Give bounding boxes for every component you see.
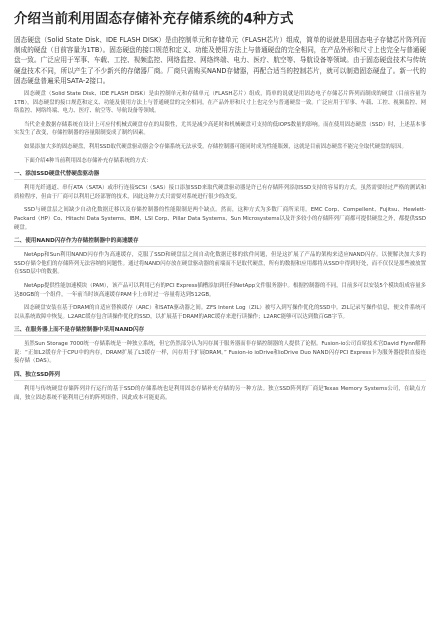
body-paragraph: 固态硬盘安装在基于DRAM的自适应替换缓存（ARC）和SATA驱动器之间。ZFS Intent Log（ZIL）被写入到写操作优化的SSD中。ZIL记录写操作信息，便文件系统可以从系统故障中恢复。L2ARC缓存包含读操作优化的SSD，以扩展基于DRAM的ARC缓存来进行读操作；L2ARC能够可以达到数百GB字节。 bbox=[14, 305, 426, 320]
body-paragraph: 固态硬盘（Solid State Disk、IDE FLASH DISK）是由控制单元和存储单元（FLASH芯片）组成，简单的说就是用固态电子存储芯片阵列而制成的硬盘（目前容量为1TB）。固态硬盘的接口规范和定义、功能及使用方法上与普通硬盘的完全相同，在产品外形和尺寸上也完全与普通硬盘一致。广泛应用于军事、车载、工控、视频监控、网络监控、网络终端、电力、医疗、航空等、导航设备等领域。 bbox=[14, 91, 426, 115]
body-paragraph: 虽然Sun Storage 7000统一存储系统是一种独立系统，但它仍然部分认为闪存属于服务器而非存储控制器的人提供了论据。Fusion-io公司首席技术官David Flynn解释说：“正如L2缓存介于CPU中的内存，DRAM扩展了L3缓存一样，闪存用于扩展DRAM。” Fusion-io ioDrive和ioDrive Duo NAND闪存PCI Express卡为服务器提供直接连接存储（DAS）。 bbox=[14, 341, 426, 365]
body-paragraph: SSD与硬盘层之间缺少自动化数据迁移以及存储控制器的性能限制是两个缺点。然而，这种方式为多数厂商所采用。EMC Corp、Compellent、Fujitsu、Hewlett-Packard（HP）Co、Hitachi Data Systems、IBM、LSI Corp、Pillar Data Systems、Sun Microsystems以及许多较小的存储阵列厂商都可提供硬盘之外，都提供SSD硬盘。 bbox=[14, 207, 426, 231]
body-paragraph: 利用光纤通道、串行ATA（SATA）或串行连接SCSI（SAS）接口添加SSD来取代硬盘驱动器是许已有存储阵列添加SSD支持的容易的方式。虽然需要经过严格的测试和质检程序，但由于厂商可以利用已经部署的技术，因此这种方式只需要对系统进行很少的改变。 bbox=[14, 185, 426, 200]
section-heading: 四、独立SSD阵列 bbox=[14, 371, 426, 381]
body-paragraph: 利用与传统硬盘存储阵列并行运行的基于SSD的存储系统也是利用固态存储补充存储的另一种方法。独立SSD阵列的厂商是Texas Memory Systems公司，在缺点方面，独立固态系统不能利用已有的阵列组件，因此成本可能更高。 bbox=[14, 386, 426, 401]
body-paragraph: 当代企业数据存储系统在设计上可应付机械式硬盘存在的局限性，尤其是减少高延时和机械硬盘可支持的低IOPS数量的影响。而在使用固态硬盘（SSD）时，上述基本事实发生了改变，存储控制器的容量限制变成了制约因素。 bbox=[14, 121, 426, 137]
section-heading: 三、在服务器上而不是存储控制器中采用NAND闪存 bbox=[14, 326, 426, 336]
list-intro-paragraph: 下面介绍4种当前利用固态存储补充存储系统的方式： bbox=[24, 157, 152, 164]
body-paragraph: NetApp提供性能加速模块（PAM），该产品可以利用已有的PCI Express插槽添加到任何NetApp文件服务器中。根据控制器的不同，目前多可以安装5个模块组成容量多达80GB的一个组件，一年前当时该高速缓存PAM卡上市时过一容量将达到512GB。 bbox=[14, 282, 426, 298]
body-paragraph: NetApp和Sun利用NAND闪存作为高速缓存，克服了SSD和硬盘层之间自动化数据迁移的软件问题，但是这扩展了产品的架构来适应NAND闪存。以便解决加大多的SSD存储令他们的存储阵列无法容纳的问题性。通过将NAND闪存放在硬盘驱动器的前端而不是取代硬盘，所有的数据和应用都将从SSD中得到好处，而不仅仅是那些被放置在SSD层中的数据。 bbox=[14, 252, 426, 276]
page-title: 介绍当前利用固态存储补充存储系统的4种方式 bbox=[14, 11, 294, 27]
section-heading: 一、添加SSD硬盘代替硬盘驱动器 bbox=[14, 170, 426, 180]
intro-paragraph: 固态硬盘（Solid State Disk、IDE FLASH DISK）是由控制单元和存储单元（FLASH芯片）组成，简单的说就是用固态电子存储芯片阵列而制成的硬盘（目前容量为1TB）。固态硬盘的接口规范和定义、功能及使用方法上与普通硬盘的完全相同，在产品外形和尺寸上也完全与普通硬盘一致。广泛应用于军事、车载、工控、视频监控、网络监控、网络终端、电力、医疗、航空等、导航设备等领域。由于固态硬盘技术与传统硬盘技术不同，所以产生了不少新兴的存储器厂商。厂商只需购买NAND存储器，再配合适当的控制芯片，就可以制造固态硬盘了。新一代的固态硬盘普遍采用SATA-2接口。 bbox=[14, 36, 426, 85]
body-paragraph: 如果添加大多的固态硬盘，利用SSD取代硬盘驱动器会令存储系统无法承受。存储控制器可能同时成为性能瓶颈，这就是目前固态硬盘不能完全取代硬盘的原因。 bbox=[24, 143, 407, 150]
section-heading: 二、使用NAND闪存作为存储控制器中的高速缓存 bbox=[14, 237, 426, 247]
